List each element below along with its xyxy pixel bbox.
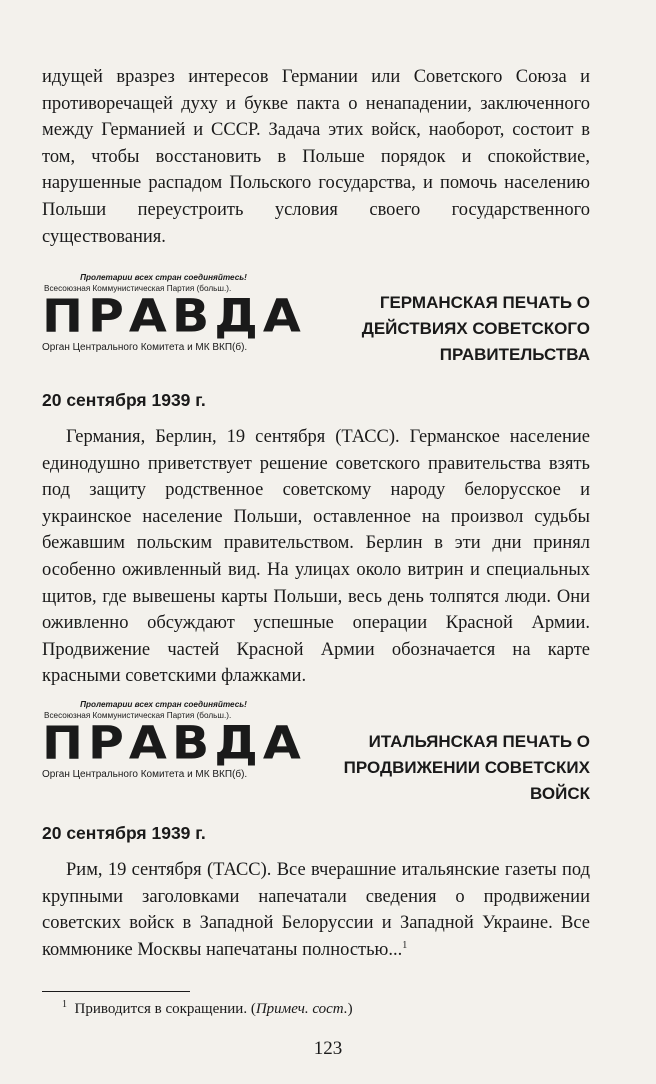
- masthead-party: Всесоюзная Коммунистическая Партия (больш.).: [44, 711, 232, 720]
- masthead-slogan: Пролетарии всех стран соединяйтесь!: [80, 700, 247, 709]
- footnote: [62, 999, 582, 1019]
- pravda-masthead: [42, 700, 306, 781]
- article-body: [42, 857, 590, 963]
- article-body: Германия, Берлин, 19 сентября (ТАСС). Германское население единодушно приветствует решение советского правительства взять под защиту родственное советскому народу белорусское и украинское население Польши, оставленное на произвол судьбы бежавшим польским правительством. Берлин в эти дни принял особенно оживленный вид. На улицах около витрин и специальных щитов, где вывешены карты Польши, весь день толпятся люди. Они оживленно обсуждают успешные операции Красной Армии. Продвижение частей Красной Армии обозначается на карте красными советскими флажками.: [42, 427, 590, 687]
- masthead-organ: Орган Центрального Комитета и МК ВКП(б).: [42, 342, 248, 353]
- pravda-logo: ПРАВДА: [42, 290, 306, 343]
- footnote-reference[interactable]: 1: [402, 939, 408, 951]
- footnote-mark: 1: [62, 999, 67, 1010]
- article-headline: ГЕРМАНСКАЯ ПЕЧАТЬ О ДЕЙСТВИЯХ СОВЕТСКОГО ПРАВИТЕЛЬСТВА: [361, 293, 590, 364]
- pravda-logo: ПРАВДА: [42, 717, 306, 770]
- footnote-rule: [42, 991, 190, 992]
- article-date: 20 сентября 1939 г.: [42, 823, 206, 843]
- page-number: 123: [313, 1038, 343, 1059]
- pravda-masthead: [42, 273, 306, 354]
- masthead-party: Всесоюзная Коммунистическая Партия (больш.).: [44, 284, 232, 293]
- article-headline: ИТАЛЬЯНСКАЯ ПЕЧАТЬ О ПРОДВИЖЕНИИ СОВЕТСКИХ ВОЙСК: [343, 732, 590, 803]
- footnote-text: Приводится в сокращении. (: [74, 1001, 256, 1017]
- masthead-organ: Орган Центрального Комитета и МК ВКП(б).: [42, 769, 248, 780]
- intro-paragraph: идущей вразрез интересов Германии или Советского Союза и противоречащей духу и букве пакта о ненападении, заключенного между Германией и СССР. Задача этих войск, наоборот, состоит в том, чтобы восстановить в Польше порядок и спокойствие, нарушенные распадом Польского государства, и помочь населению Польши переустроить условия своего государственного существования.: [42, 67, 590, 247]
- footnote-note: Примеч. сост.: [255, 1001, 348, 1017]
- footnote-close: ): [347, 1001, 353, 1017]
- article-body-text: Рим, 19 сентября (ТАСС). Все вчерашние итальянские газеты под крупными заголовками напечатали сведения о продвижении советских войск в Западной Белоруссии и Западной Украине. Все коммюнике Москвы напечатаны полностью...: [42, 860, 590, 960]
- masthead-slogan: Пролетарии всех стран соединяйтесь!: [80, 273, 247, 282]
- article-date: 20 сентября 1939 г.: [42, 390, 206, 410]
